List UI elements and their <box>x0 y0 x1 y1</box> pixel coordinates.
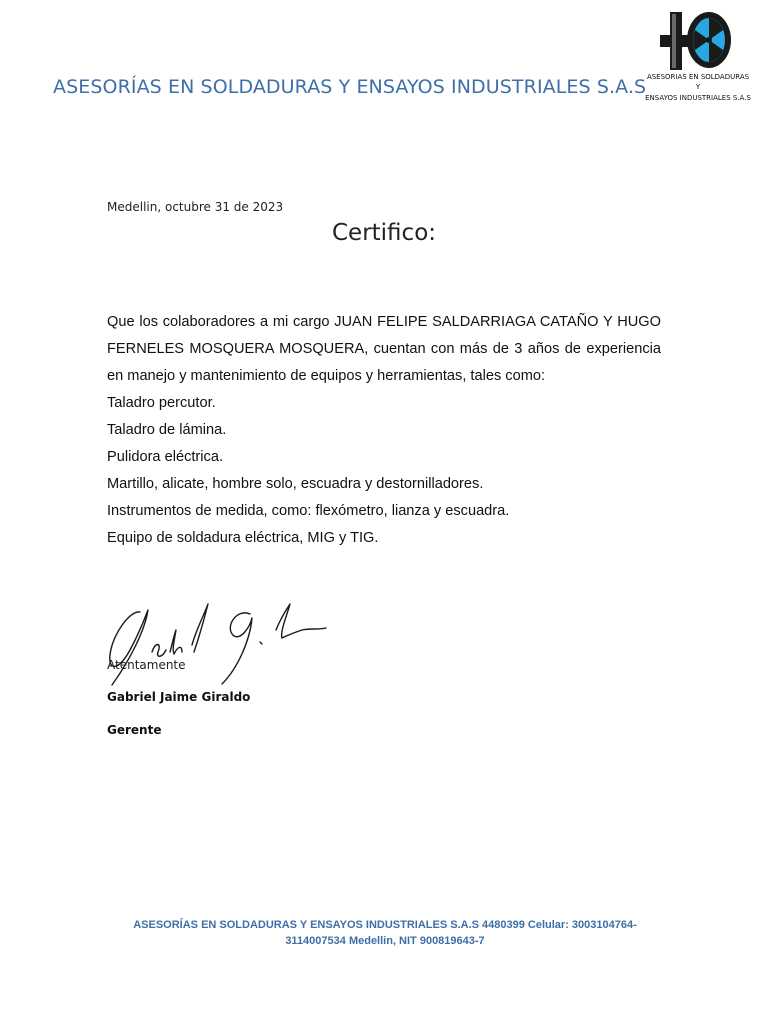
signer-role: Gerente <box>107 723 162 737</box>
list-item: Martillo, alicate, hombre solo, escuadra y destornilladores. <box>107 476 484 492</box>
letter-date: Medellin, octubre 31 de 2023 <box>107 200 284 214</box>
letter-heading: Certifico: <box>331 220 437 246</box>
equipment-list <box>107 390 661 552</box>
logo-mark-icon <box>660 8 736 72</box>
certification-paragraph: Que los colaboradores a mi cargo JUAN FELIPE SALDARRIAGA CATAÑO Y HUGO FERNELES MOSQUERA MOSQUERA, cuentan con más de 3 años de experiencia en manejo y mantenimiento de equipos y herramientas, tales como: <box>107 314 661 384</box>
closing-salutation: Atentamente <box>107 658 186 672</box>
list-item: Equipo de soldadura eléctrica, MIG y TIG. <box>107 530 379 546</box>
company-name-heading: ASESORÍAS EN SOLDADURAS Y ENSAYOS INDUSTRIALES S.A.S <box>53 76 647 98</box>
list-item: Taladro de lámina. <box>107 422 227 438</box>
logo-text-line2: Y <box>695 83 701 91</box>
list-item: Pulidora eléctrica. <box>107 449 223 465</box>
logo-text-line1: ASESORIAS EN SOLDADURAS <box>646 73 750 81</box>
list-item: Taladro percutor. <box>107 395 216 411</box>
logo-text-line3: ENSAYOS INDUSTRIALES S.A.S <box>645 94 751 102</box>
list-item: Instrumentos de medida, como: flexómetro, lianza y escuadra. <box>107 503 510 519</box>
letter-body <box>107 309 661 552</box>
footer-line1: ASESORÍAS EN SOLDADURAS Y ENSAYOS INDUSTRIALES S.A.S 4480399 Celular: 3003104764- <box>133 919 637 931</box>
signer-name: Gabriel Jaime Giraldo <box>107 690 251 704</box>
company-logo <box>638 8 758 108</box>
footer-line2: 3114007534 Medellin, NIT 900819643-7 <box>285 935 485 947</box>
handwritten-signature <box>100 590 340 690</box>
page-footer <box>110 917 660 949</box>
